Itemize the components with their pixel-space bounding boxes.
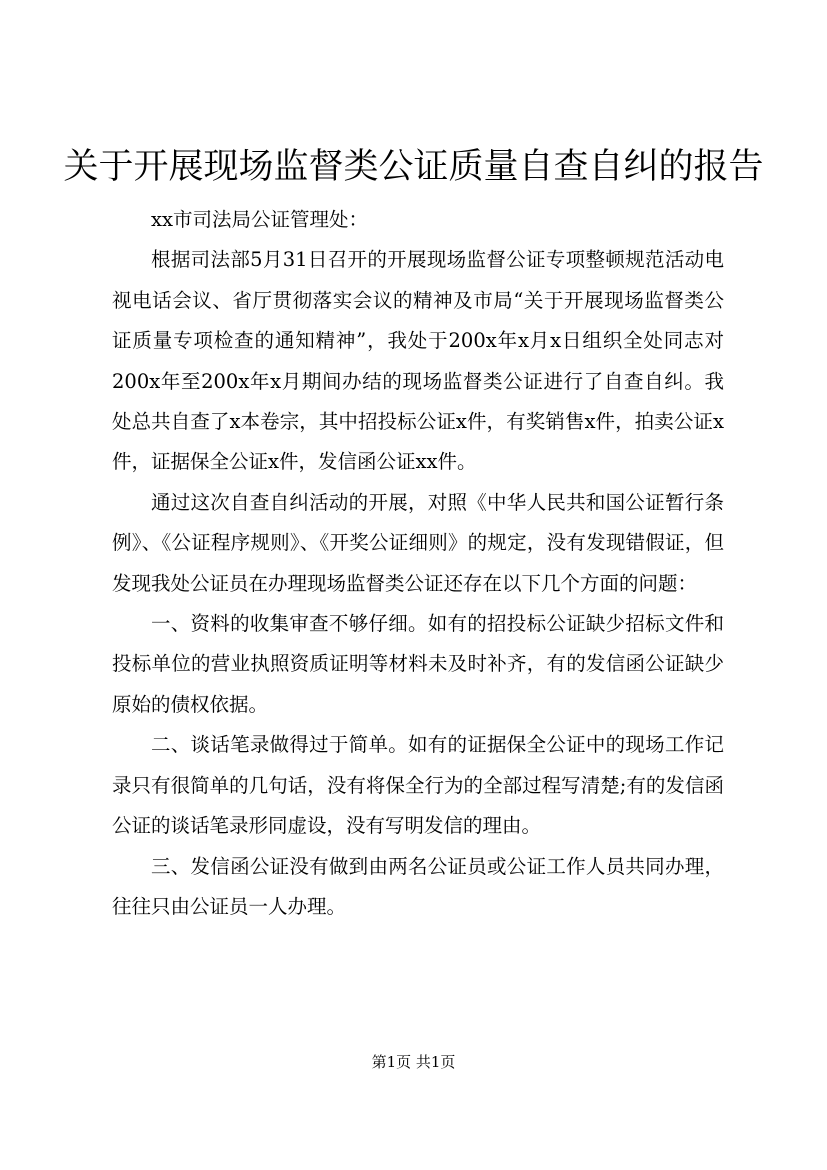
page-footer: 第1页 共1页 — [371, 1053, 456, 1071]
paragraph-issue-2: 二、谈话笔录做得过于简单。如有的证据保全公证中的现场工作记录只有很简单的几句话，没有将保全行为的全部过程写清楚;有的发信函公证的谈话笔录形同虚设，没有写明发信的理由。 — [112, 733, 724, 838]
document-title: 关于开展现场监督类公证质量自查自纠的报告 — [63, 147, 764, 187]
paragraph-issue-1: 一、资料的收集审查不够仔细。如有的招投标公证缺少招标文件和投标单位的营业执照资质证明等材料未及时补齐，有的发信函公证缺少原始的债权依据。 — [112, 612, 724, 716]
paragraph-intro: 根据司法部5月31日召开的开展现场监督公证专项整顿规范活动电视电话会议、省厅贯彻落实会议的精神及市局“关于开展现场监督类公证质量专项检查的通知精神”，我处于200x年x月x日组织全处同志对200x年至200x年x月期间办结的现场监督类公证进行了自查自纠。我处总共自查了x本卷宗，其中招投标公证x件，有奖销售x件，拍卖公证x件，证据保全公证x件，发信函公证xx件。 — [112, 248, 724, 474]
paragraph-issue-3: 三、发信函公证没有做到由两名公证员或公证工作人员共同办理，往往只由公证员一人办理。 — [112, 854, 724, 918]
paragraph-findings: 通过这次自查自纠活动的开展，对照《中华人民共和国公证暂行条例》、《公证程序规则》、《开奖公证细则》的规定，没有发现错假证，但发现我处公证员在办理现场监督类公证还存在以下几个方面的问题： — [112, 490, 724, 595]
addressee-line: xx市司法局公证管理处： — [151, 208, 368, 231]
document-body — [112, 200, 724, 927]
